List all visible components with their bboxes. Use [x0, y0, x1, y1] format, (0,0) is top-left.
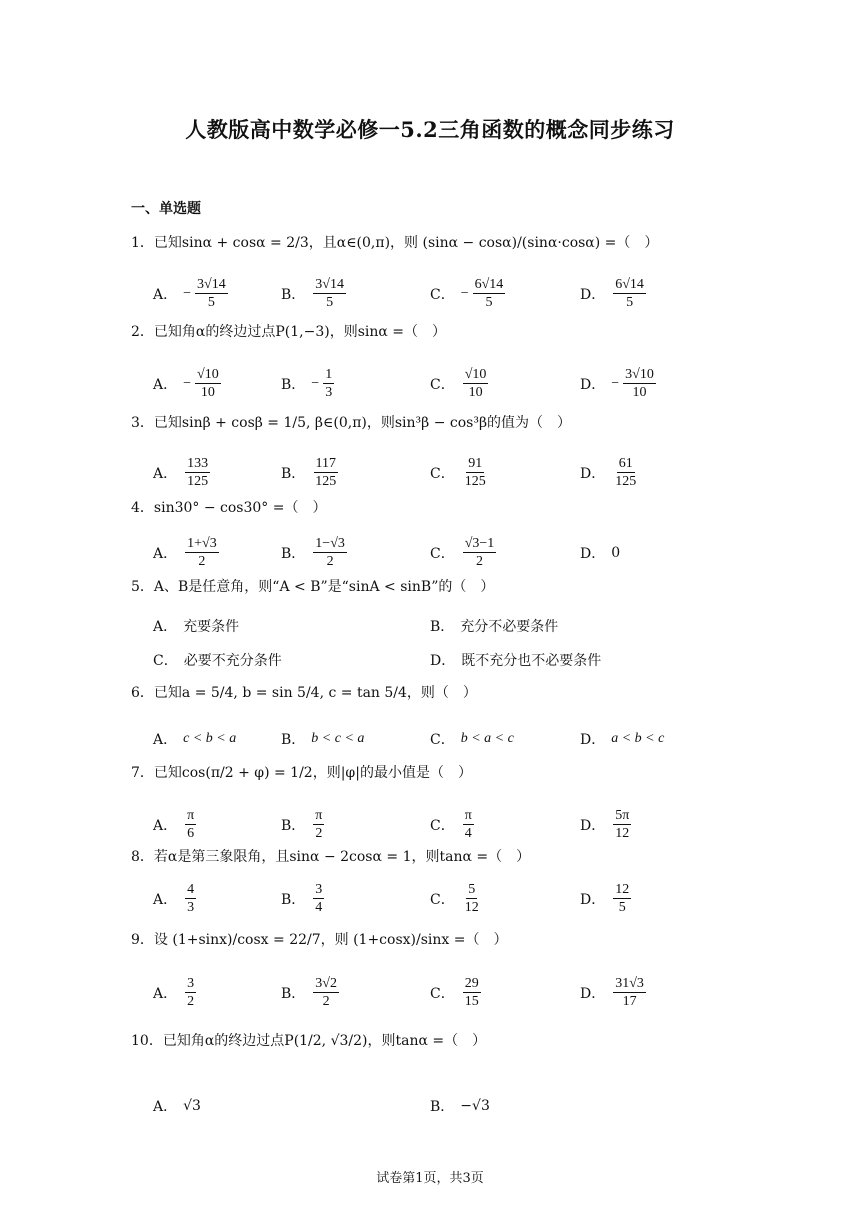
fraction-denominator: 10 — [200, 385, 215, 400]
fraction — [613, 975, 646, 1010]
option-label: C． — [430, 732, 455, 748]
option-label: D． — [430, 653, 456, 669]
question-6-option-a — [153, 729, 236, 749]
fraction — [463, 535, 497, 570]
option-label: A． — [153, 619, 178, 635]
fraction-numerator: 4 — [187, 882, 195, 897]
option-text: 必要不充分条件 — [183, 653, 282, 669]
option-label: B． — [281, 985, 306, 1002]
fraction — [613, 276, 646, 311]
question-4-option-b — [281, 535, 349, 570]
question-stem-3: 3．已知sinβ + cosβ = 1/5, β∈(0,π)，则sin³β − cos³β的值为（ ） — [131, 415, 572, 431]
question-4-option-a — [153, 535, 221, 570]
option-label: A． — [153, 985, 178, 1002]
fraction-denominator: 12 — [615, 826, 630, 841]
fraction-denominator: 10 — [468, 385, 483, 400]
fraction-numerator: √10 — [464, 367, 487, 382]
fraction-denominator: 2 — [322, 994, 330, 1009]
question-9-option-d — [580, 975, 648, 1010]
fraction-denominator: 2 — [198, 554, 206, 569]
fraction — [313, 807, 324, 842]
question-5-option-d — [430, 650, 601, 670]
question-stem-1: 1．已知sinα + cosα = 2/3，且α∈(0,π)，则 (sinα − cosα)/(sinα·cosα) =（ ） — [131, 235, 659, 251]
question-stem-9: 9．设 (1+sinx)/cosx = 22/7，则 (1+cosx)/sinx =（ ） — [131, 932, 508, 948]
fraction-denominator: 12 — [464, 900, 479, 915]
option-text: a < b < c — [611, 731, 665, 746]
fraction-denominator: 2 — [187, 994, 195, 1009]
fraction-denominator: 125 — [187, 474, 209, 489]
option-label: C． — [430, 465, 455, 482]
negative-sign: − — [611, 375, 620, 391]
question-9-option-c — [430, 975, 483, 1010]
option-label: C． — [430, 545, 455, 562]
option-label: C． — [430, 286, 455, 303]
fraction-numerator: 6√14 — [615, 277, 644, 292]
question-2-option-a — [153, 366, 223, 401]
question-7-option-c — [430, 807, 476, 842]
option-label: B． — [281, 891, 306, 908]
fraction-numerator: 1−√3 — [315, 536, 345, 551]
fraction — [313, 276, 346, 311]
option-label: D． — [580, 546, 606, 562]
option-label: B． — [281, 817, 306, 834]
fraction-numerator: √3−1 — [464, 536, 495, 551]
fraction — [613, 881, 631, 916]
fraction-numerator: 5 — [468, 882, 476, 897]
option-label: B． — [281, 376, 306, 393]
question-3-option-d — [580, 455, 640, 490]
question-10-option-b — [430, 1096, 490, 1116]
option-label: B． — [430, 1099, 455, 1115]
fraction-numerator: 31√3 — [615, 976, 644, 991]
option-label: C． — [430, 985, 455, 1002]
option-label: C． — [153, 653, 178, 669]
option-text: b < c < a — [311, 731, 365, 746]
negative-sign: − — [183, 285, 192, 301]
question-3-option-c — [430, 455, 490, 490]
question-10-option-a — [153, 1096, 201, 1116]
fraction-denominator: 5 — [618, 900, 626, 915]
question-stem-4: 4．sin30° − cos30° =（ ） — [131, 500, 327, 516]
option-label: A． — [153, 817, 178, 834]
fraction-denominator: 2 — [326, 554, 334, 569]
option-label: B． — [281, 465, 306, 482]
option-label: B． — [281, 286, 306, 303]
option-label: C． — [430, 376, 455, 393]
option-label: D． — [580, 891, 606, 908]
option-label: B． — [281, 545, 306, 562]
option-label: A． — [153, 465, 178, 482]
option-text: c < b < a — [183, 731, 237, 746]
question-8-option-d — [580, 881, 633, 916]
question-5-option-b — [430, 616, 558, 636]
negative-sign: − — [460, 285, 469, 301]
fraction — [463, 975, 481, 1010]
option-text: √3 — [183, 1098, 201, 1114]
question-5-option-a — [153, 616, 239, 636]
question-stem-6: 6．已知a = 5/4, b = sin 5/4, c = tan 5/4，则（ ） — [131, 685, 477, 701]
question-stem-5: 5．A、B是任意角，则“A < B”是“sinA < sinB”的（ ） — [131, 579, 495, 595]
fraction-numerator: 5π — [615, 808, 630, 823]
question-6-option-b — [281, 729, 364, 749]
fraction-denominator: 10 — [632, 385, 647, 400]
question-7-option-b — [281, 807, 326, 842]
fraction-numerator: π — [187, 808, 195, 823]
fraction — [623, 366, 656, 401]
option-label: C． — [430, 891, 455, 908]
fraction — [185, 881, 196, 916]
question-1-option-b — [281, 276, 348, 311]
option-label: D． — [580, 286, 606, 303]
fraction-denominator: 2 — [315, 826, 323, 841]
fraction — [195, 366, 221, 401]
fraction-denominator: 125 — [615, 474, 637, 489]
question-1-option-a — [153, 276, 230, 311]
fraction-denominator: 3 — [187, 900, 195, 915]
question-2-option-c — [430, 366, 490, 401]
fraction-numerator: 3 — [315, 882, 323, 897]
question-9-option-a — [153, 975, 198, 1010]
fraction-numerator: 3 — [187, 976, 195, 991]
fraction-denominator: 5 — [485, 295, 493, 310]
fraction-denominator: 125 — [464, 474, 486, 489]
fraction — [463, 455, 488, 490]
option-text: 充要条件 — [183, 619, 240, 635]
question-stem-7: 7．已知cos(π/2 + φ) = 1/2，则|φ|的最小值是（ ） — [131, 765, 472, 781]
fraction-denominator: 5 — [626, 295, 634, 310]
fraction — [463, 807, 474, 842]
option-text: 0 — [611, 545, 621, 561]
page-title: 人教版高中数学必修一5.2三角函数的概念同步练习 — [185, 117, 675, 142]
option-label: A． — [153, 891, 178, 908]
option-text: −√3 — [460, 1098, 490, 1114]
fraction — [185, 535, 219, 570]
question-stem-8: 8．若α是第三象限角，且sinα − 2cosα = 1，则tanα =（ ） — [131, 849, 531, 865]
fraction — [195, 276, 228, 311]
option-label: D． — [580, 985, 606, 1002]
section-heading: 一、单选题 — [131, 201, 201, 217]
fraction-numerator: 1 — [325, 367, 333, 382]
fraction-denominator: 15 — [464, 994, 479, 1009]
fraction-numerator: 117 — [315, 456, 337, 471]
fraction — [185, 455, 210, 490]
fraction-denominator: 4 — [315, 900, 323, 915]
fraction-numerator: 3√14 — [197, 277, 226, 292]
option-label: D． — [580, 376, 606, 393]
fraction — [313, 975, 339, 1010]
fraction-numerator: 6√14 — [474, 277, 504, 292]
option-label: A． — [153, 732, 178, 748]
question-4-option-c — [430, 535, 498, 570]
option-label: A． — [153, 1099, 178, 1115]
question-2-option-b — [281, 366, 336, 401]
question-8-option-a — [153, 881, 198, 916]
fraction-denominator: 2 — [476, 554, 484, 569]
option-label: B． — [281, 732, 306, 748]
fraction — [463, 881, 481, 916]
fraction-denominator: 5 — [326, 295, 334, 310]
fraction — [463, 366, 489, 401]
page-footer: 试卷第1页，共3页 — [376, 1171, 484, 1186]
question-8-option-b — [281, 881, 326, 916]
fraction — [185, 807, 196, 842]
question-stem-2: 2．已知角α的终边过点P(1,−3)，则sinα =（ ） — [131, 324, 447, 340]
question-9-option-b — [281, 975, 341, 1010]
option-label: D． — [580, 817, 606, 834]
fraction — [313, 535, 347, 570]
fraction — [613, 807, 631, 842]
option-label: A． — [153, 376, 178, 393]
fraction-numerator: 1+√3 — [187, 536, 217, 551]
question-3-option-a — [153, 455, 212, 490]
fraction — [313, 455, 338, 490]
fraction-numerator: 29 — [464, 976, 479, 991]
fraction-numerator: 133 — [187, 456, 209, 471]
fraction-numerator: 3√2 — [315, 976, 337, 991]
fraction-denominator: 17 — [622, 994, 637, 1009]
question-1-option-d — [580, 276, 648, 311]
question-7-option-d — [580, 807, 633, 842]
negative-sign: − — [183, 375, 192, 391]
fraction-numerator: π — [464, 808, 472, 823]
option-text: 既不充分也不必要条件 — [461, 653, 602, 669]
fraction-numerator: 12 — [615, 882, 630, 897]
question-6-option-c — [430, 729, 514, 749]
option-text: b < a < c — [460, 731, 514, 746]
question-8-option-c — [430, 881, 483, 916]
fraction-denominator: 4 — [464, 826, 472, 841]
fraction-denominator: 6 — [187, 826, 195, 841]
question-stem-10: 10．已知角α的终边过点P(1/2, √3/2)，则tanα =（ ） — [131, 1033, 487, 1049]
fraction — [323, 366, 334, 401]
negative-sign: − — [311, 375, 320, 391]
fraction-numerator: 3√14 — [315, 277, 344, 292]
fraction-numerator: π — [315, 808, 323, 823]
option-label: D． — [580, 732, 606, 748]
option-label: A． — [153, 545, 178, 562]
fraction-denominator: 3 — [325, 385, 333, 400]
question-2-option-d — [580, 366, 658, 401]
question-3-option-b — [281, 455, 340, 490]
fraction — [185, 975, 196, 1010]
question-4-option-d — [580, 543, 620, 563]
fraction-denominator: 125 — [315, 474, 337, 489]
question-5-option-c — [153, 650, 282, 670]
fraction-numerator: 61 — [618, 456, 633, 471]
question-1-option-c — [430, 276, 507, 311]
fraction — [473, 276, 506, 311]
fraction-numerator: 3√10 — [625, 367, 654, 382]
option-label: A． — [153, 286, 178, 303]
question-6-option-d — [580, 729, 664, 749]
question-7-option-a — [153, 807, 198, 842]
option-label: B． — [430, 619, 455, 635]
fraction — [613, 455, 638, 490]
fraction — [313, 881, 324, 916]
option-label: D． — [580, 465, 606, 482]
fraction-numerator: √10 — [197, 367, 219, 382]
fraction-denominator: 5 — [207, 295, 215, 310]
option-text: 充分不必要条件 — [460, 619, 559, 635]
fraction-numerator: 91 — [468, 456, 483, 471]
option-label: C． — [430, 817, 455, 834]
